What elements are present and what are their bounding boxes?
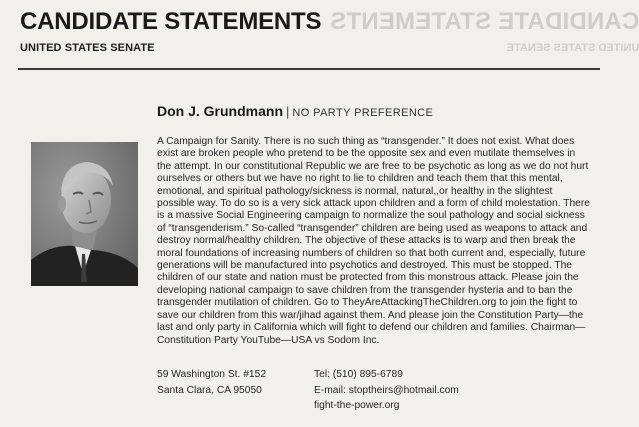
show-through-title: CANDIDATE STATEMENTS <box>330 8 639 35</box>
address-line-1: 59 Washington St. #152 <box>157 369 267 380</box>
show-through-header <box>330 8 639 54</box>
contact-email: E-mail: stoptheirs@hotmail.com <box>314 384 459 396</box>
candidate-party: NO PARTY PREFERENCE <box>292 107 434 119</box>
contact-website: fight-the-power.org <box>314 400 400 411</box>
candidate-photo <box>31 142 138 286</box>
candidate-portrait-icon <box>31 142 138 286</box>
page-subtitle: UNITED STATES SENATE <box>20 42 155 54</box>
show-through-subtitle: UNITED STATES SENATE <box>506 42 639 54</box>
page-header <box>20 8 321 54</box>
header-divider <box>18 68 600 70</box>
contact-phone: Tel: (510) 895-6789 <box>314 369 403 380</box>
address-line-2: Santa Clara, CA 95050 <box>157 384 262 396</box>
page-title: CANDIDATE STATEMENTS <box>20 8 322 35</box>
heading-separator: | <box>286 104 290 119</box>
contact-details <box>314 367 459 414</box>
candidate-statement: A Campaign for Sanity. There is no such thing as “transgender.” It does not exist. What does exist are broken people who pretend to be the opposite sex and even mutilate themselves in the attempt. In our constitutional Republic we are free to be psychotic as long as we do not hurt ourselves or others but we have no right to lie to children and teach them that this mental, emotional, and spiritual pathology/sickness is normal, natural,,or healthy in the slightest possible way. To do so is a very sick attack upon children and a form of child molestation. There is a massive Social Engineering campaign to normalize the soul pathology and social sickness of “transgenderism.” So-called “transgender” children are being used as weapons to attack and destroy normal/healthy children. The objective of these attacks is to warp and then break the moral foundations of increasing numbers of children so that both current and, especially, future generations will be manufactured into psychotics and destroyed. This must be stopped. The children of our state and nation must be protected from this monstrous attack. Please join the developing national campaign to save children from the transgender hysteria and to ban the transgender mutilation of children. Go to TheyAreAttackingTheChildren.org to join the fight to save our children from this war/jihad against them. And please join the Constitution Party—the last and only party in California which will fight to defend our children and families. Chairman—Constitution Party YouTube—USA vs Sodom Inc. <box>157 136 590 346</box>
candidate-heading <box>157 103 433 121</box>
candidate-name: Don J. Grundmann <box>157 103 283 119</box>
contact-address <box>157 367 266 398</box>
